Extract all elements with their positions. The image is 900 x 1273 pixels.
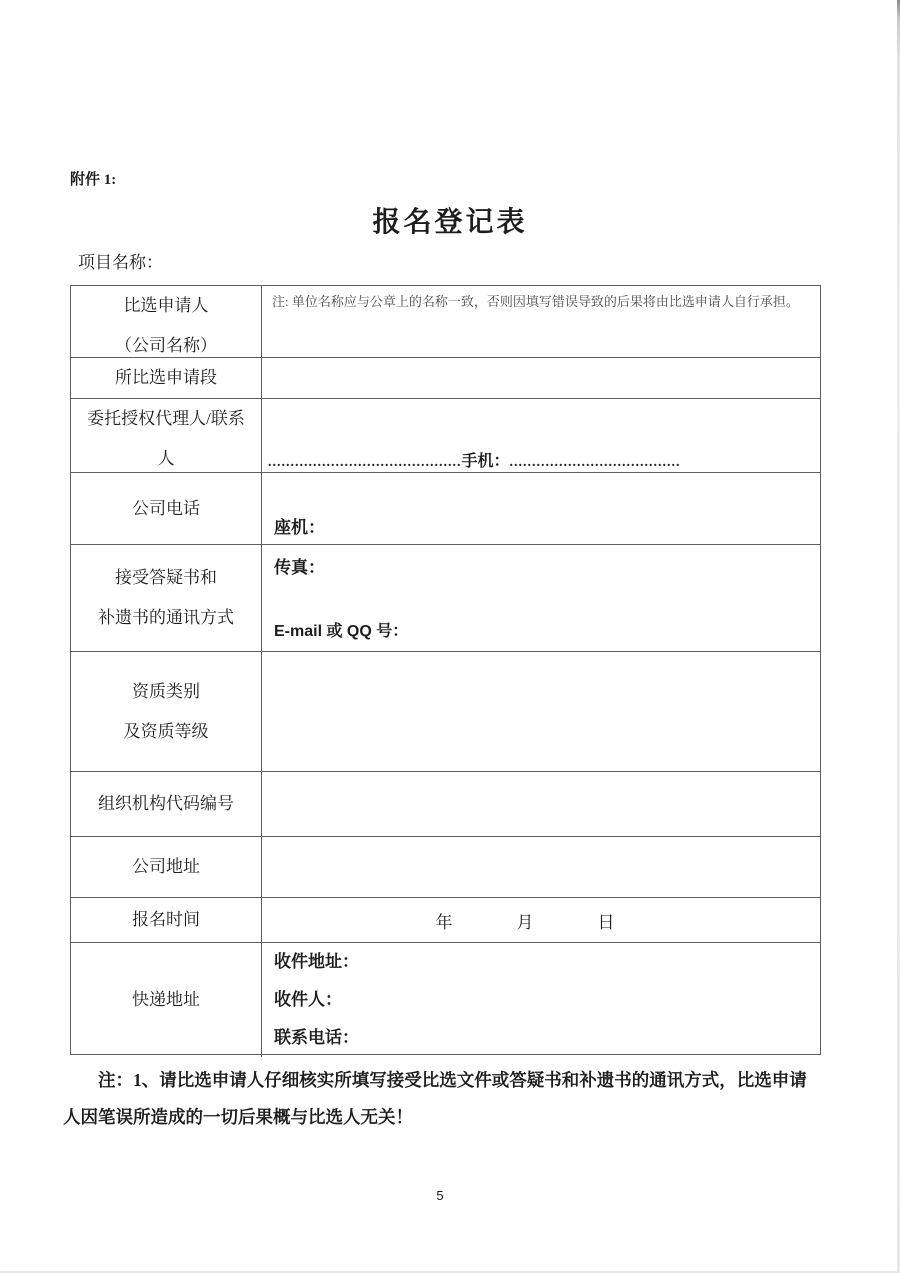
company-phone-input-cell [262,473,820,544]
registration-table [70,285,821,1055]
bid-section-label: 所比选申请段 [71,358,262,398]
applicant-note: 注: 单位名称应与公章上的名称一致，否则因填写错误导致的后果将由比选申请人自行承担。 [272,294,799,309]
attachment-label: 附件 1: [70,172,117,188]
company-address-label: 公司地址 [71,837,262,897]
qualification-label-line1: 资质类别 [132,681,200,701]
month-label: 月 [516,912,534,932]
courier-address-label: 快递地址 [71,943,262,1057]
qualification-label [71,652,262,771]
agent-dots-right: ...................................... [509,455,681,470]
authorized-agent-label [71,399,262,479]
row-authorized-agent [71,399,820,473]
form-title: 报名登记表 [372,207,528,238]
agent-dots-left: ........................................... [268,455,462,470]
row-bid-section [71,358,820,399]
row-org-code [71,772,820,837]
row-courier-address [71,943,820,1054]
communication-label-line1: 接受答疑书和 [115,568,217,587]
authorized-agent-label-line2: 人 [157,449,175,468]
company-phone-label: 公司电话 [71,473,262,544]
row-qualification [71,652,820,772]
registration-time-label: 报名时间 [71,898,262,942]
qualification-label-line2: 及资质等级 [123,721,209,741]
applicant-label [71,286,262,366]
fax-label: 传真： [274,558,325,577]
applicant-label-line1: 比选申请人 [123,296,209,315]
row-company-address [71,837,820,898]
project-name-label: 项目名称： [78,253,163,272]
row-company-phone [71,473,820,545]
email-qq-label: E-mail 或 QQ 号： [274,623,409,640]
applicant-input-cell [262,286,820,366]
recipient-name-label: 收件人： [274,990,342,1009]
communication-input-cell [262,545,820,651]
recipient-address-label: 收件地址： [274,952,359,971]
authorized-agent-label-line1: 委托授权代理人/联系 [87,409,245,428]
courier-address-input-cell [262,943,820,1057]
communication-method-label [71,545,262,651]
communication-label-line2: 补遗书的通讯方式 [98,608,234,627]
row-communication-method [71,545,820,652]
org-code-input-cell [262,772,820,836]
authorized-agent-input-cell [262,399,820,479]
row-applicant [71,286,820,358]
day-label: 日 [597,912,615,932]
applicant-label-line2: （公司名称） [115,336,217,355]
company-address-input-cell [262,837,820,897]
registration-time-input-cell [262,898,820,942]
bid-section-input-cell [262,358,820,398]
mobile-label: 手机： [461,453,510,470]
row-registration-time [71,898,820,943]
contact-phone-label: 联系电话： [274,1028,359,1047]
landline-label: 座机： [274,518,325,537]
org-code-label: 组织机构代码编号 [71,772,262,836]
qualification-input-cell [262,652,820,771]
footnote: 注：1、请比选申请人仔细核实所填写接受比选文件或答疑书和补遗书的通讯方式，比选申请人因笔误所造成的一切后果概与比选人无关！ [63,1070,807,1127]
year-label: 年 [435,912,453,932]
page-number: 5 [436,1188,444,1203]
